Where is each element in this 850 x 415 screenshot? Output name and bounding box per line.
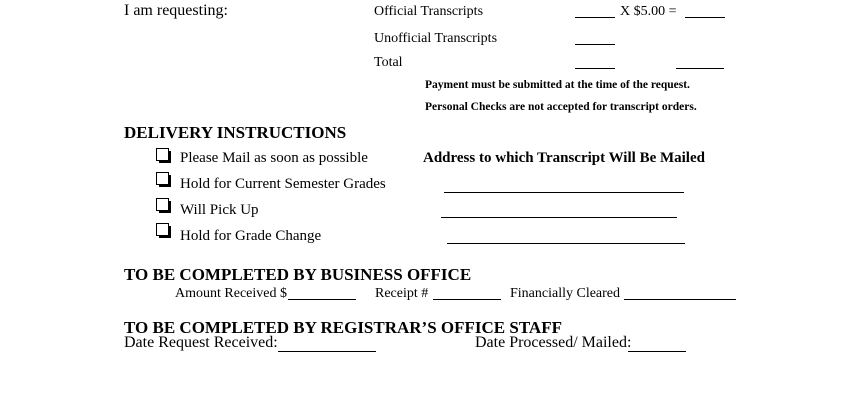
- financially-cleared-field[interactable]: [624, 299, 736, 300]
- official-transcripts-label: Official Transcripts: [374, 4, 484, 19]
- registrar-heading: TO BE COMPLETED BY REGISTRAR’S OFFICE STAFF: [124, 318, 562, 337]
- delivery-option-hold-semester: Hold for Current Semester Grades: [180, 176, 386, 192]
- payment-note: Payment must be submitted at the time of the request.: [425, 79, 690, 91]
- delivery-heading: DELIVERY INSTRUCTIONS: [124, 123, 347, 142]
- delivery-option-mail: Please Mail as soon as possible: [180, 150, 368, 166]
- pick-up-checkbox[interactable]: [156, 198, 172, 214]
- hold-grade-change-checkbox[interactable]: [156, 223, 172, 239]
- date-processed-field[interactable]: [628, 351, 686, 352]
- checks-note: Personal Checks are not accepted for transcript orders.: [425, 101, 697, 113]
- date-processed-label: Date Processed/ Mailed:: [475, 334, 632, 351]
- address-label: Address to which Transcript Will Be Mailed: [423, 150, 705, 166]
- amount-received-label: Amount Received $: [175, 286, 287, 301]
- official-formula: X $5.00 =: [620, 4, 677, 19]
- amount-received-field[interactable]: [288, 299, 356, 300]
- receipt-field[interactable]: [433, 299, 501, 300]
- date-received-label: Date Request Received:: [124, 334, 278, 351]
- financially-cleared-label: Financially Cleared: [510, 286, 621, 301]
- total-label: Total: [374, 55, 403, 70]
- delivery-option-hold-grade-change: Hold for Grade Change: [180, 228, 322, 244]
- total-quantity-field[interactable]: [575, 68, 615, 69]
- official-quantity-field[interactable]: [575, 17, 615, 18]
- official-amount-field[interactable]: [685, 17, 725, 18]
- requesting-label: I am requesting:: [124, 2, 228, 19]
- total-amount-field[interactable]: [676, 68, 724, 69]
- unofficial-transcripts-label: Unofficial Transcripts: [374, 31, 498, 46]
- address-line-2[interactable]: [441, 217, 677, 218]
- address-line-1[interactable]: [444, 192, 684, 193]
- receipt-label: Receipt #: [375, 286, 429, 301]
- unofficial-quantity-field[interactable]: [575, 44, 615, 45]
- hold-semester-checkbox[interactable]: [156, 172, 172, 188]
- address-line-3[interactable]: [447, 243, 685, 244]
- mail-checkbox[interactable]: [156, 148, 172, 164]
- delivery-option-pick-up: Will Pick Up: [180, 202, 259, 218]
- business-heading: TO BE COMPLETED BY BUSINESS OFFICE: [124, 265, 472, 284]
- date-received-field[interactable]: [278, 351, 376, 352]
